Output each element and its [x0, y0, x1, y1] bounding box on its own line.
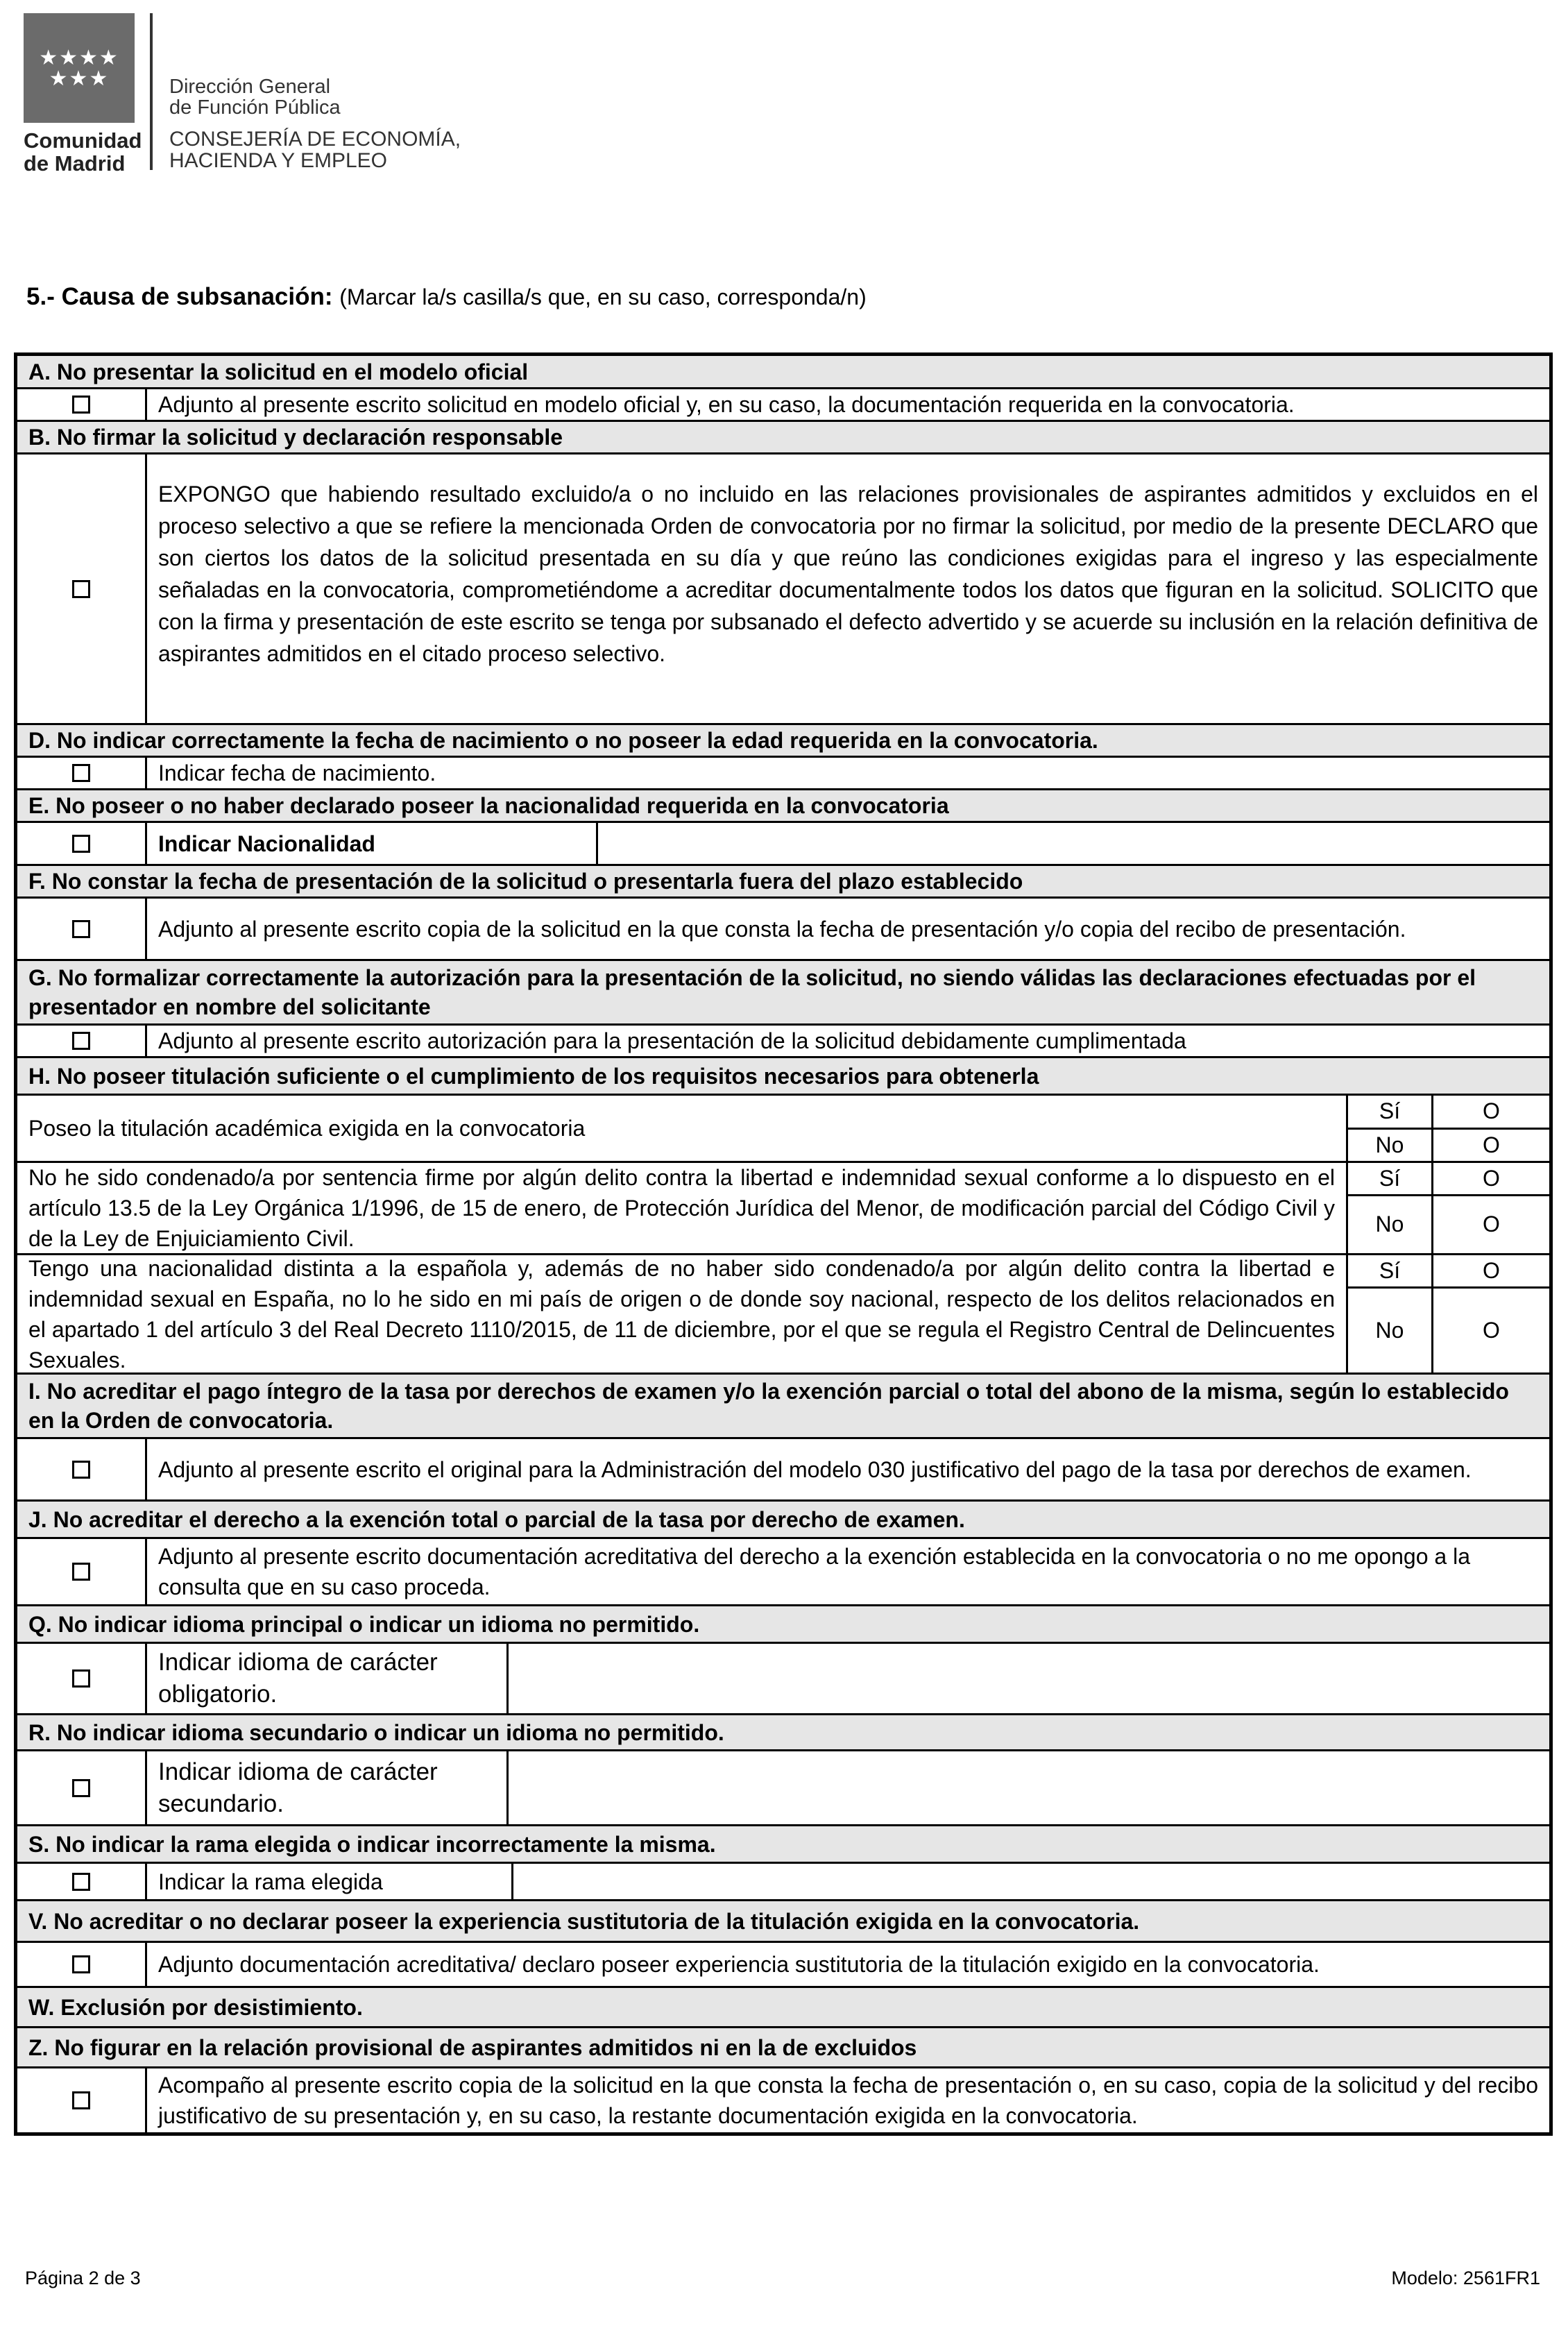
- option-text: [147, 2068, 1549, 2132]
- section-header-text: I. No acreditar el pago íntegro de la tasa por derechos de examen y/o la exención parcial o total del abono de la misma, según lo establecido en la Orden de convocatoria.: [28, 1379, 1509, 1433]
- text-input[interactable]: [509, 1644, 1549, 1713]
- field-label-text: Indicar idioma de carácter obligatorio.: [158, 1649, 438, 1708]
- declaration-label: Tengo una nacionalidad distinta a la española y, además de no haber sido condenado/a por algún delito contra la libertad e indemnidad sexual en España, no lo he sido en mi país de origen o de donde soy nacional, respecto de los delitos relacionados en el apartado 1 del artículo 3 del Real Decreto 1110/2015, de 11 de diciembre, por el que se regula el Registro Central de Delincuentes Sexuales.: [28, 1255, 1335, 1373]
- checkbox-cell[interactable]: [17, 1539, 147, 1604]
- department-line1: Dirección General: [169, 76, 331, 98]
- option-text: [147, 1026, 1549, 1056]
- option-text: [147, 389, 1549, 420]
- section-header: [17, 959, 1549, 1023]
- option-label: Adjunto al presente escrito autorización para la presentación de la solicitud debidamente cumplimentada: [158, 1028, 1186, 1053]
- section-header-text: B. No firmar la solicitud y declaración responsable: [28, 425, 563, 450]
- checkbox-cell[interactable]: [17, 1751, 147, 1824]
- form-row: [17, 1749, 1549, 1824]
- section-header-text: V. No acreditar o no declarar poseer la experiencia sustitutoria de la titulación exigida en la convocatoria.: [28, 1908, 1140, 1934]
- section-header: [17, 1713, 1549, 1749]
- checkbox-cell[interactable]: [17, 1644, 147, 1713]
- checkbox-cell[interactable]: [17, 454, 147, 723]
- option-no: [1348, 1286, 1549, 1373]
- option-text: [147, 454, 1549, 723]
- option-label: Acompaño al presente escrito copia de la solicitud en la que consta la fecha de presentación o, en su caso, copia de la solicitud y del recibo justificativo de su presentación y, en su caso, la restante documentación exigida en la convocatoria.: [158, 2073, 1538, 2128]
- option-text: [147, 899, 1549, 959]
- field-label: [147, 823, 598, 864]
- section-header: [17, 1899, 1549, 1941]
- form-row: [17, 1094, 1549, 1161]
- page-number: Página 2 de 3: [25, 2268, 141, 2288]
- section-header-text: Q. No indicar idioma principal o indicar un idioma no permitido.: [28, 1611, 700, 1637]
- field-label: [147, 1644, 509, 1713]
- checkbox[interactable]: [72, 835, 90, 853]
- form-row: [17, 1941, 1549, 1986]
- field-label-text: Indicar idioma de carácter secundario.: [158, 1758, 438, 1817]
- section-header: [17, 2026, 1549, 2066]
- section-title: 5.- Causa de subsanación:: [26, 283, 333, 310]
- checkbox-cell[interactable]: [17, 758, 147, 788]
- yes-no-options: [1348, 1163, 1549, 1253]
- section-header-text: R. No indicar idioma secundario o indicar un idioma no permitido.: [28, 1719, 724, 1745]
- field-label: [147, 1864, 513, 1899]
- section-header-text: J. No acreditar el derecho a la exención total o parcial de la tasa por derecho de examen.: [28, 1506, 965, 1532]
- field-label-text: Indicar la rama elegida: [158, 1869, 383, 1894]
- option-yes: [1348, 1096, 1549, 1128]
- yes-no-options: [1348, 1255, 1549, 1373]
- option-yes-label: Sí: [1348, 1096, 1433, 1128]
- option-yes-label: Sí: [1348, 1255, 1433, 1286]
- checkbox[interactable]: [72, 1955, 90, 1973]
- section-instructions: (Marcar la/s casilla/s que, en su caso, corresponda/n): [339, 284, 867, 309]
- radio-no[interactable]: O: [1483, 1318, 1500, 1343]
- logo-divider: [150, 13, 153, 170]
- section-header-text: Z. No figurar en la relación provisional de aspirantes admitidos ni en la de excluidos: [28, 2034, 917, 2060]
- section-header-text: E. No poseer o no haber declarado poseer la nacionalidad requerida en la convocatoria: [28, 793, 949, 818]
- option-yes: [1348, 1163, 1549, 1194]
- option-label: EXPONGO que habiendo resultado excluido/a o no incluido en las relaciones provisionales de aspirantes admitidos y excluidos en el proceso selectivo a que se refiere la mencionada Orden de convocatoria por no firmar la solicitud, por medio de la presente DECLARO que son ciertos los datos de la solicitud presentada en su día y que reúno las condiciones exigidas para el ingreso y las especialmente señaladas en la convocatoria, comprometiéndome a acreditar documentalmente todos los datos que figuran en la solicitud. SOLICITO que con la firma y presentación de este escrito se tenga por subsanado el defecto advertido y se acuerde su inclusión en la relación definitiva de aspirantes admitidos en el citado proceso selectivo.: [158, 482, 1538, 666]
- option-label: Adjunto al presente escrito documentación acreditativa del derecho a la exención establecida en la convocatoria o no me opongo a la consulta que en su caso proceda.: [158, 1544, 1470, 1599]
- option-yes-label: Sí: [1348, 1163, 1433, 1194]
- checkbox[interactable]: [72, 396, 90, 414]
- checkbox-cell[interactable]: [17, 823, 147, 864]
- section-header-text: S. No indicar la rama elegida o indicar incorrectamente la misma.: [28, 1831, 716, 1857]
- form-row: [17, 387, 1549, 420]
- section-header-text: G. No formalizar correctamente la autorización para la presentación de la solicitud, no siendo válidas las declaraciones efectuadas por el presentador en nombre del solicitante: [28, 965, 1476, 1019]
- section-header: [17, 1373, 1549, 1437]
- field-label: [147, 1751, 509, 1824]
- council: [169, 128, 461, 171]
- form-row: [17, 1023, 1549, 1056]
- checkbox-cell[interactable]: [17, 1026, 147, 1056]
- section-header: [17, 420, 1549, 452]
- option-label: Adjunto al presente escrito copia de la solicitud en la que consta la fecha de presentación y/o copia del recibo de presentación.: [158, 916, 1406, 942]
- section-header: [17, 788, 1549, 821]
- section-header: [17, 356, 1549, 387]
- stars-icon: ★★★★ ★★★: [39, 46, 119, 90]
- declaration-label: No he sido condenado/a por sentencia firme por algún delito contra la libertad e indemnidad sexual conforme a lo dispuesto en el artículo 13.5 de la Ley Orgánica 1/1996, de 15 de enero, de Protección Jurídica del Menor, de modificación parcial del Código Civil y de la Ley de Enjuiciamiento Civil.: [28, 1165, 1335, 1251]
- section-header: [17, 723, 1549, 756]
- form-row: [17, 1253, 1549, 1373]
- option-no: [1348, 1128, 1549, 1161]
- option-text: [147, 758, 1549, 788]
- form-row: [17, 896, 1549, 959]
- form-row: [17, 2066, 1549, 2132]
- form-row: [17, 1437, 1549, 1499]
- section-header: [17, 1604, 1549, 1642]
- option-text: [147, 1943, 1549, 1986]
- declaration-text: [17, 1255, 1348, 1373]
- form-row: [17, 452, 1549, 723]
- option-text: [147, 1439, 1549, 1499]
- section-header: [17, 1986, 1549, 2026]
- form-row: [17, 1537, 1549, 1604]
- declaration-text: [17, 1096, 1348, 1161]
- declaration-text: [17, 1163, 1348, 1253]
- form-row: [17, 756, 1549, 788]
- radio-no[interactable]: O: [1483, 1212, 1500, 1237]
- option-no-label: No: [1348, 1130, 1433, 1161]
- checkbox[interactable]: [72, 580, 90, 598]
- council-line2: HACIENDA Y EMPLEO: [169, 149, 388, 172]
- radio-yes[interactable]: O: [1483, 1165, 1500, 1191]
- section-header-text: D. No indicar correctamente la fecha de nacimiento o no poseer la edad requerida en la convocatoria.: [28, 728, 1098, 753]
- department-line2: de Función Pública: [169, 96, 341, 119]
- checkbox[interactable]: [72, 1461, 90, 1479]
- section-header-text: A. No presentar la solicitud en el modelo oficial: [28, 359, 529, 384]
- logo-name: [24, 129, 142, 175]
- text-input[interactable]: [509, 1751, 1549, 1824]
- radio-no[interactable]: O: [1483, 1132, 1500, 1157]
- option-no-label: No: [1348, 1196, 1433, 1253]
- form-row: [17, 821, 1549, 864]
- checkbox[interactable]: [72, 1563, 90, 1581]
- option-label: Adjunto al presente escrito el original para la Administración del modelo 030 justificativo del pago de la tasa por derechos de examen.: [158, 1456, 1472, 1482]
- checkbox-cell[interactable]: [17, 389, 147, 420]
- checkbox[interactable]: [72, 1669, 90, 1688]
- section-header-text: W. Exclusión por desistimiento.: [28, 1994, 363, 2020]
- model-code: Modelo: 2561FR1: [1391, 2268, 1540, 2288]
- declaration-label: Poseo la titulación académica exigida en la convocatoria: [28, 1116, 586, 1141]
- checkbox[interactable]: [72, 920, 90, 938]
- form-row: [17, 1862, 1549, 1899]
- section-header: [17, 1499, 1549, 1537]
- logo-flag: [24, 13, 135, 123]
- option-no: [1348, 1194, 1549, 1253]
- section-header-text: F. No constar la fecha de presentación de la solicitud o presentarla fuera del plazo establecido: [28, 869, 1023, 894]
- option-yes: [1348, 1255, 1549, 1286]
- department: [169, 76, 341, 118]
- logo-name-line1: Comunidad: [24, 128, 142, 153]
- option-text: [147, 1539, 1549, 1604]
- option-label: Indicar fecha de nacimiento.: [158, 760, 436, 785]
- checkbox-cell[interactable]: [17, 1439, 147, 1499]
- checkbox-cell[interactable]: [17, 2068, 147, 2132]
- form-row: [17, 1161, 1549, 1253]
- section-header: [17, 864, 1549, 896]
- checkbox-cell[interactable]: [17, 1943, 147, 1986]
- text-input[interactable]: [598, 823, 1549, 864]
- radio-yes[interactable]: O: [1483, 1098, 1500, 1124]
- option-no-label: No: [1348, 1289, 1433, 1373]
- checkbox[interactable]: [72, 1873, 90, 1891]
- checkbox[interactable]: [72, 2091, 90, 2109]
- text-input[interactable]: [513, 1864, 1549, 1899]
- checkbox[interactable]: [72, 1779, 90, 1797]
- form-row: [17, 1642, 1549, 1713]
- checkbox[interactable]: [72, 764, 90, 782]
- option-label: Adjunto documentación acreditativa/ declaro poseer experiencia sustitutoria de la titulación exigido en la convocatoria.: [158, 1952, 1320, 1977]
- council-line1: CONSEJERÍA DE ECONOMÍA,: [169, 128, 461, 151]
- checkbox[interactable]: [72, 1032, 90, 1050]
- field-label-text: Indicar Nacionalidad: [158, 831, 375, 856]
- section-header-text: H. No poseer titulación suficiente o el cumplimiento de los requisitos necesarios para obtenerla: [28, 1063, 1039, 1089]
- radio-yes[interactable]: O: [1483, 1258, 1500, 1284]
- checkbox-cell[interactable]: [17, 899, 147, 959]
- correction-form: [14, 352, 1553, 2136]
- logo-name-line2: de Madrid: [24, 151, 126, 176]
- option-label: Adjunto al presente escrito solicitud en modelo oficial y, en su caso, la documentación requerida en la convocatoria.: [158, 392, 1295, 417]
- section-header: [17, 1824, 1549, 1862]
- yes-no-options: [1348, 1096, 1549, 1161]
- checkbox-cell[interactable]: [17, 1864, 147, 1899]
- section-heading: [26, 283, 867, 311]
- section-header: [17, 1056, 1549, 1094]
